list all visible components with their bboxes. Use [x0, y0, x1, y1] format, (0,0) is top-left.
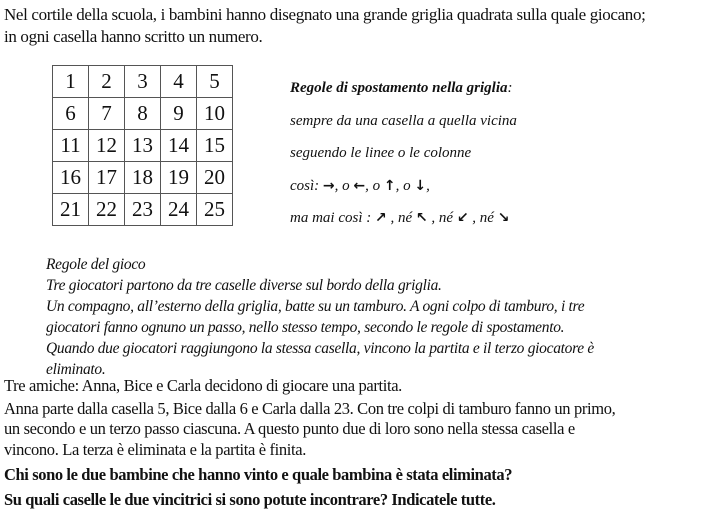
grid-cell: 8	[125, 98, 161, 130]
story-paragraph-2	[4, 399, 615, 461]
grid-cell: 2	[89, 66, 125, 98]
story-line: un secondo e un terzo passo ciascuna. A questo punto due di loro sono nella stessa casella e	[4, 419, 575, 438]
grid-cell: 18	[125, 162, 161, 194]
grid-cell: 20	[197, 162, 233, 194]
grid-cell: 4	[161, 66, 197, 98]
arrow-left-icon: ←	[353, 177, 366, 194]
story-text	[4, 376, 615, 460]
story-line: vincono. La terza è eliminata e la partita è finita.	[4, 439, 307, 459]
intro-line: Nel cortile della scuola, i bambini hanno disegnato una grande griglia quadrata sulla quale giocano;	[4, 5, 646, 24]
grid-cell: 13	[125, 130, 161, 162]
game-rules	[46, 254, 594, 380]
grid-cell: 9	[161, 98, 197, 130]
story-paragraph-1: Tre amiche: Anna, Bice e Carla decidono di giocare una partita.	[4, 376, 402, 395]
grid-row	[53, 162, 233, 194]
movement-rules	[290, 72, 517, 235]
game-rules-title: Regole del gioco	[46, 256, 146, 273]
grid-cell: 3	[125, 66, 161, 98]
arrow-down-icon: ↓	[414, 177, 427, 194]
grid-row	[53, 194, 233, 226]
grid-cell: 6	[53, 98, 89, 130]
grid-cell: 19	[161, 162, 197, 194]
grid-cell: 15	[197, 130, 233, 162]
game-rule-line: Un compagno, all’esterno della griglia, batte su un tamburo. A ogni colpo di tamburo, i tre	[46, 298, 585, 315]
arrow-up-icon: ↑	[383, 177, 396, 194]
grid-cell: 16	[53, 162, 89, 194]
grid-cell: 5	[197, 66, 233, 98]
grid-cell: 21	[53, 194, 89, 226]
movement-rule-line: sempre da una casella a quella vicina	[290, 112, 517, 129]
arrow-right-icon: →	[322, 177, 335, 194]
movement-rule-line: seguendo le linee o le colonne	[290, 145, 472, 161]
grid-row	[53, 98, 233, 130]
game-rule-line: eliminato.	[46, 361, 106, 378]
game-rule-line: Tre giocatori partono da tre caselle diverse sul bordo della griglia.	[46, 277, 442, 294]
grid-row	[53, 66, 233, 98]
grid-row	[53, 130, 233, 162]
forbidden-moves: ma mai così : ↗ , né ↖ , né ↙ , né ↘	[290, 210, 510, 226]
question-2: Su quali caselle le due vincitrici si sono potute incontrare? Indicatele tutte.	[4, 490, 496, 509]
question-1: Chi sono le due bambine che hanno vinto e quale bambina è stata eliminata?	[4, 465, 513, 484]
questions	[4, 462, 512, 512]
movement-rules-title: Regole di spostamento nella griglia:	[290, 80, 513, 96]
game-rule-line: giocatori fanno ognuno un passo, nello stesso tempo, secondo le regole di spostamento.	[46, 319, 565, 336]
arrow-up-left-icon: ↖	[415, 210, 428, 226]
grid-cell: 24	[161, 194, 197, 226]
number-grid	[52, 65, 233, 226]
grid-cell: 10	[197, 98, 233, 130]
arrow-down-right-icon: ↘	[497, 210, 510, 226]
grid-cell: 7	[89, 98, 125, 130]
grid-cell: 1	[53, 66, 89, 98]
arrow-down-left-icon: ↙	[456, 210, 469, 226]
game-rule-line: Quando due giocatori raggiungono la stessa casella, vincono la partita e il terzo giocatore è	[46, 340, 594, 357]
grid-cell: 12	[89, 130, 125, 162]
intro-line: in ogni casella hanno scritto un numero.	[4, 27, 263, 46]
allowed-moves: così: →, o ←, o ↑, o ↓,	[290, 177, 430, 194]
grid-cell: 22	[89, 194, 125, 226]
arrow-up-right-icon: ↗	[375, 210, 387, 226]
intro-text	[4, 4, 645, 48]
grid-cell: 14	[161, 130, 197, 162]
grid-cell: 23	[125, 194, 161, 226]
grid-cell: 17	[89, 162, 125, 194]
grid-cell: 25	[197, 194, 233, 226]
grid-cell: 11	[53, 130, 89, 162]
story-line: Anna parte dalla casella 5, Bice dalla 6 e Carla dalla 23. Con tre colpi di tamburo fanno un primo,	[4, 398, 616, 418]
